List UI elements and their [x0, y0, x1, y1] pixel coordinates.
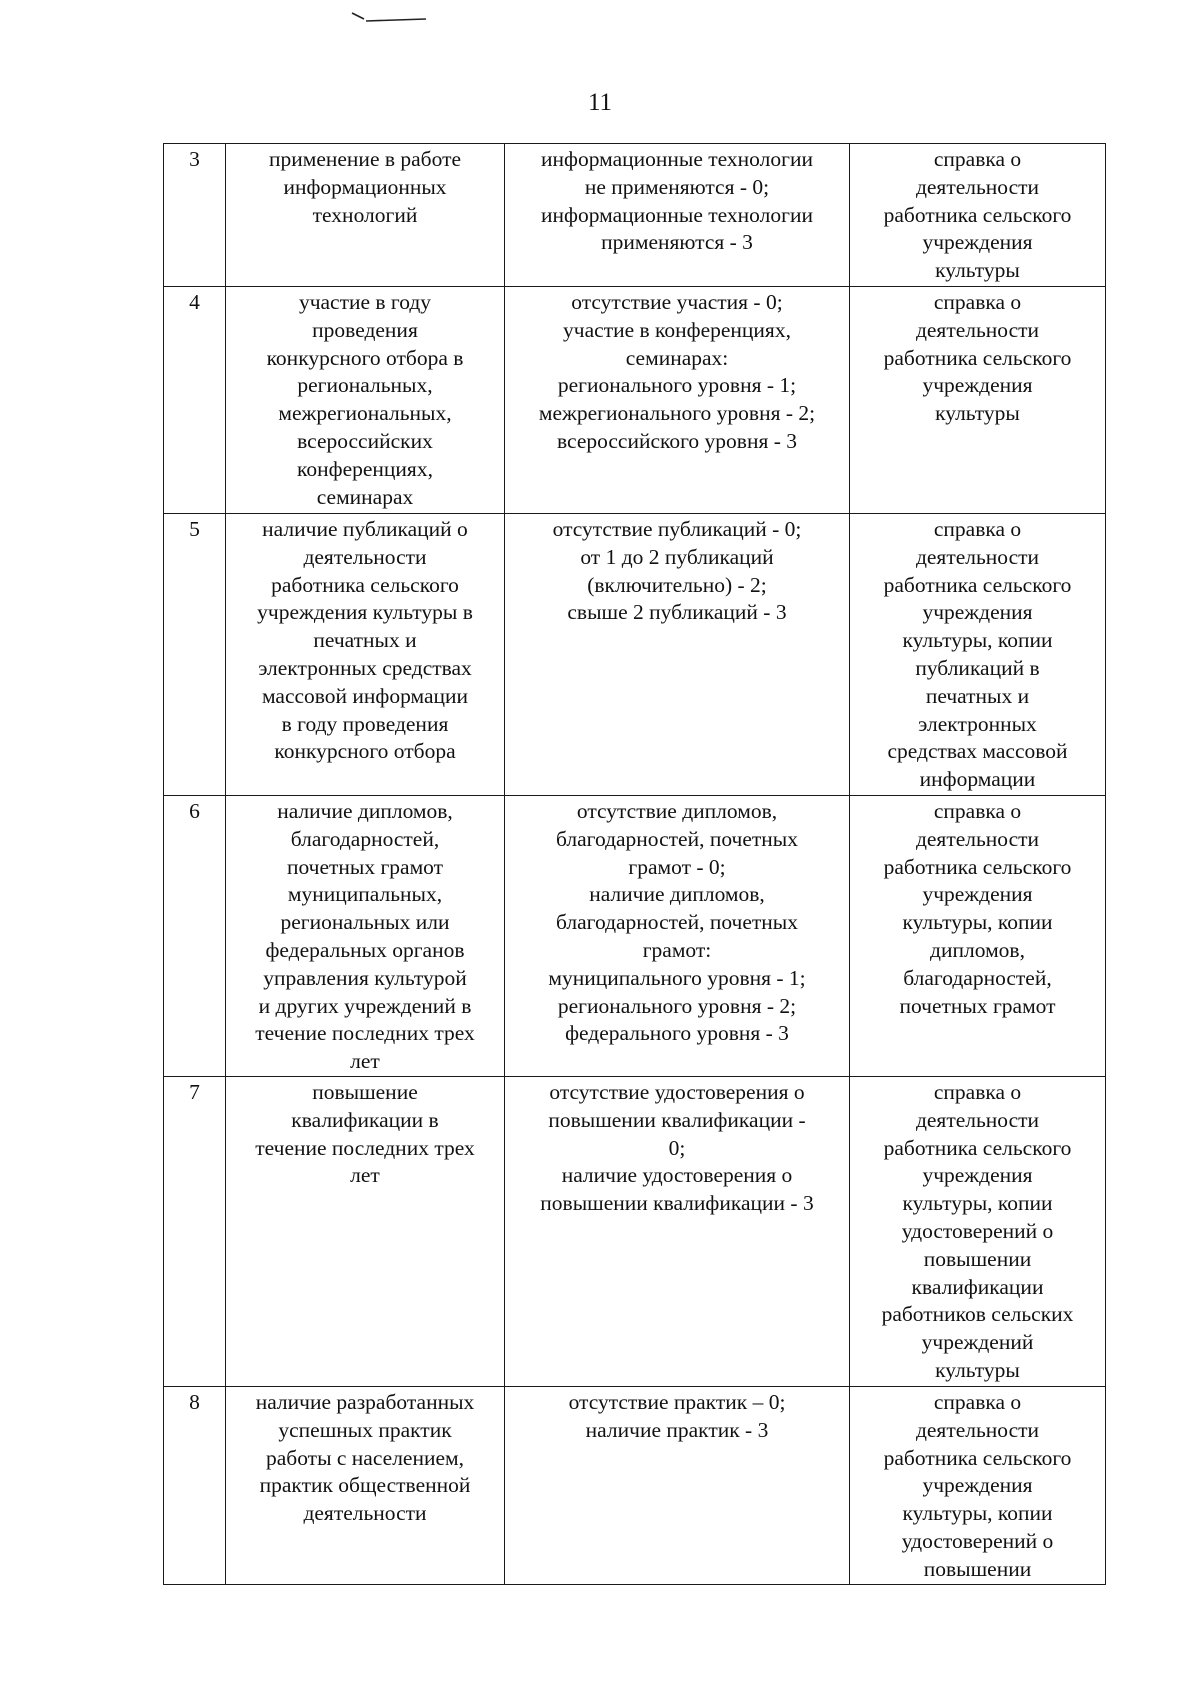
document-cell: справка о деятельности работника сельского учреждения культуры, копии удостоверений о повышении квалификации работников сельских учреждений культуры	[850, 1076, 1106, 1386]
document-cell: справка о деятельности работника сельского учреждения культуры, копии публикаций в печатных и электронных средствах массовой информации	[850, 514, 1106, 796]
criterion-cell: наличие дипломов, благодарностей, почетных грамот муниципальных, региональных или федеральных органов управления культурой и других учреждений в течение последних трех лет	[226, 796, 505, 1077]
table-row	[164, 796, 1106, 1077]
document-cell: справка о деятельности работника сельского учреждения культуры, копии дипломов, благодарностей, почетных грамот	[850, 796, 1106, 1077]
table-row	[164, 1386, 1106, 1584]
row-number: 8	[164, 1386, 226, 1584]
table-row	[164, 1076, 1106, 1386]
table-row	[164, 287, 1106, 514]
page-number: 11	[587, 89, 613, 116]
criterion-cell: наличие разработанных успешных практик работы с населением, практик общественной деятельности	[226, 1386, 505, 1584]
row-number: 5	[164, 514, 226, 796]
criteria-table	[163, 143, 1106, 1585]
row-number: 7	[164, 1076, 226, 1386]
row-number: 4	[164, 287, 226, 514]
score-cell: отсутствие участия - 0; участие в конференциях, семинарах: регионального уровня - 1; межрегионального уровня - 2; всероссийского уровня - 3	[505, 287, 850, 514]
score-cell: отсутствие дипломов, благодарностей, почетных грамот - 0; наличие дипломов, благодарностей, почетных грамот: муниципального уровня - 1; регионального уровня - 2; федерального уровня - 3	[505, 796, 850, 1077]
criterion-cell: участие в году проведения конкурсного отбора в региональных, межрегиональных, всероссийских конференциях, семинарах	[226, 287, 505, 514]
document-cell: справка о деятельности работника сельского учреждения культуры	[850, 287, 1106, 514]
score-cell: отсутствие публикаций - 0; от 1 до 2 публикаций (включительно) - 2; свыше 2 публикаций - 3	[505, 514, 850, 796]
score-cell: информационные технологии не применяются - 0; информационные технологии применяются - 3	[505, 144, 850, 287]
row-number: 3	[164, 144, 226, 287]
score-cell: отсутствие удостоверения о повышении квалификации - 0; наличие удостоверения о повышении квалификации - 3	[505, 1076, 850, 1386]
criterion-cell: наличие публикаций о деятельности работника сельского учреждения культуры в печатных и электронных средствах массовой информации в году проведения конкурсного отбора	[226, 514, 505, 796]
scan-artifact-mark	[350, 10, 430, 30]
score-cell: отсутствие практик – 0; наличие практик - 3	[505, 1386, 850, 1584]
table-row	[164, 144, 1106, 287]
table-row	[164, 514, 1106, 796]
criterion-cell: повышение квалификации в течение последних трех лет	[226, 1076, 505, 1386]
document-cell: справка о деятельности работника сельского учреждения культуры, копии удостоверений о повышении	[850, 1386, 1106, 1584]
document-cell: справка о деятельности работника сельского учреждения культуры	[850, 144, 1106, 287]
criterion-cell: применение в работе информационных технологий	[226, 144, 505, 287]
row-number: 6	[164, 796, 226, 1077]
